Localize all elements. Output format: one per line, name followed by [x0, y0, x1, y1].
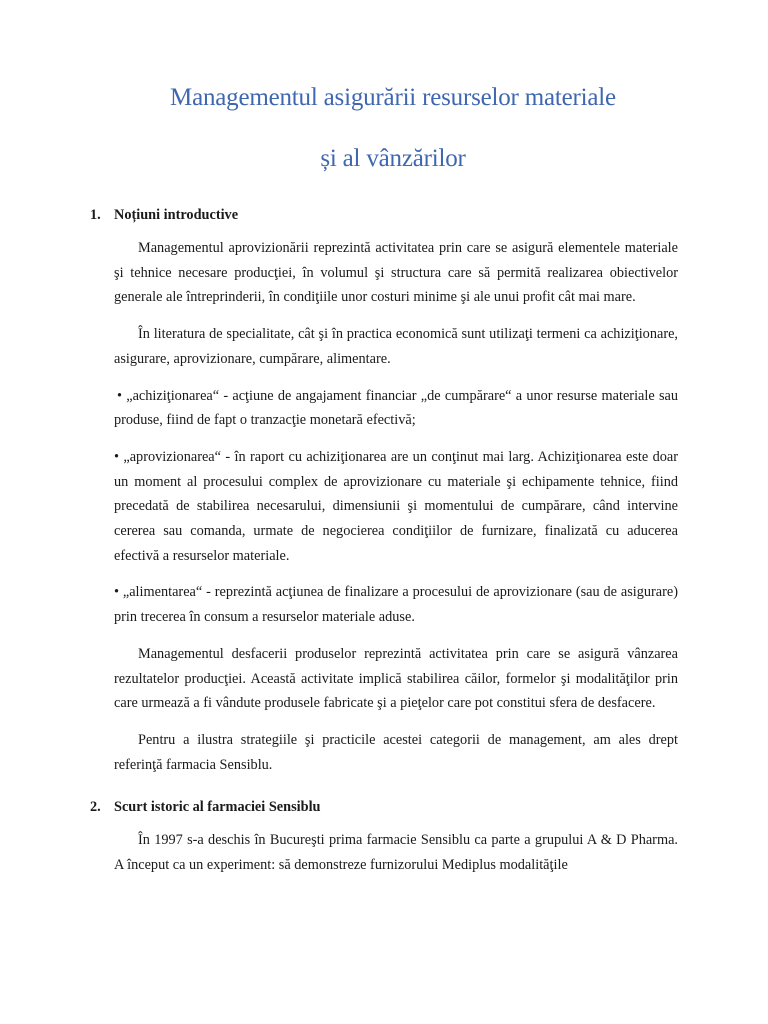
section-2-number: 2. [90, 799, 101, 816]
paragraph-management-aprovizionare: Managementul aprovizionării reprezintă activitatea prin care se asigură elementele materiale şi tehnice necesare producţiei, în volumul şi structura care să permită realizarea obiectivelor generale ale întreprinderii, în condiţiile unor costuri minime şi ale unui profit cât mai mare. [114, 240, 678, 306]
paragraph-referinta-sensiblu: Pentru a ilustra strategiile şi practicile acestei categorii de management, am ales drept referinţă farmacia Sensiblu. [114, 731, 678, 773]
paragraph-istoric: În 1997 s-a deschis în Bucureşti prima farmacie Sensiblu ca parte a grupului A & D Pharma. A început ca un experiment: să demonstreze furnizorului Mediplus modalităţile [114, 832, 678, 874]
section-1-number: 1. [90, 207, 101, 223]
section-1-title: Noțiuni introductive [114, 207, 239, 223]
bullet-aprovizionarea: • „aprovizionarea“ - în raport cu achiziţionarea are un conţinut mai larg. Achiziţionarea este doar un moment al procesului complex de aprovizionare cu materiale şi echipamente tehnice, fiind precedată de stabilirea necesarului, dimensiunii şi momentului de cumpărare, când intervine cererea sau comanda, urmate de negocierea condiţiilor de furnizare, finalizată cu aducerea efectivă a resurselor materiale. [114, 448, 678, 564]
bullet-achizitionarea: • „achiziţionarea“ - acţiune de angajament financiar „de cumpărare“ a unor resurse materiale sau produse, fiind de fapt o tranzacţie monetară efectivă; [114, 387, 678, 429]
section-1-heading [90, 206, 678, 224]
section-2-heading [90, 798, 678, 816]
section-2-title: Scurt istoric al farmaciei Sensiblu [114, 799, 321, 816]
bullet-alimentarea: • „alimentarea“ - reprezintă acţiunea de finalizare a procesului de aprovizionare (sau de asigurare) prin trecerea în consum a resurselor materiale aduse. [114, 584, 678, 626]
document-title-line-2: și al vânzărilor [320, 145, 466, 172]
document-title-line-1: Managementul asigurării resurselor materiale [170, 84, 616, 111]
paragraph-literatura: În literatura de specialitate, cât şi în practica economică sunt utilizaţi termeni ca achiziţionare, asigurare, aprovizionare, cumpărare, alimentare. [114, 326, 678, 367]
paragraph-management-desfacere: Managementul desfacerii produselor reprezintă activitatea prin care se asigură vânzarea rezultatelor producţiei. Această activitate implică stabilirea căilor, formelor şi modalităţilor prin care urmează a fi vândute produsele fabricate şi a pieţelor care pot constitui sfera de desfacere. [114, 645, 678, 712]
